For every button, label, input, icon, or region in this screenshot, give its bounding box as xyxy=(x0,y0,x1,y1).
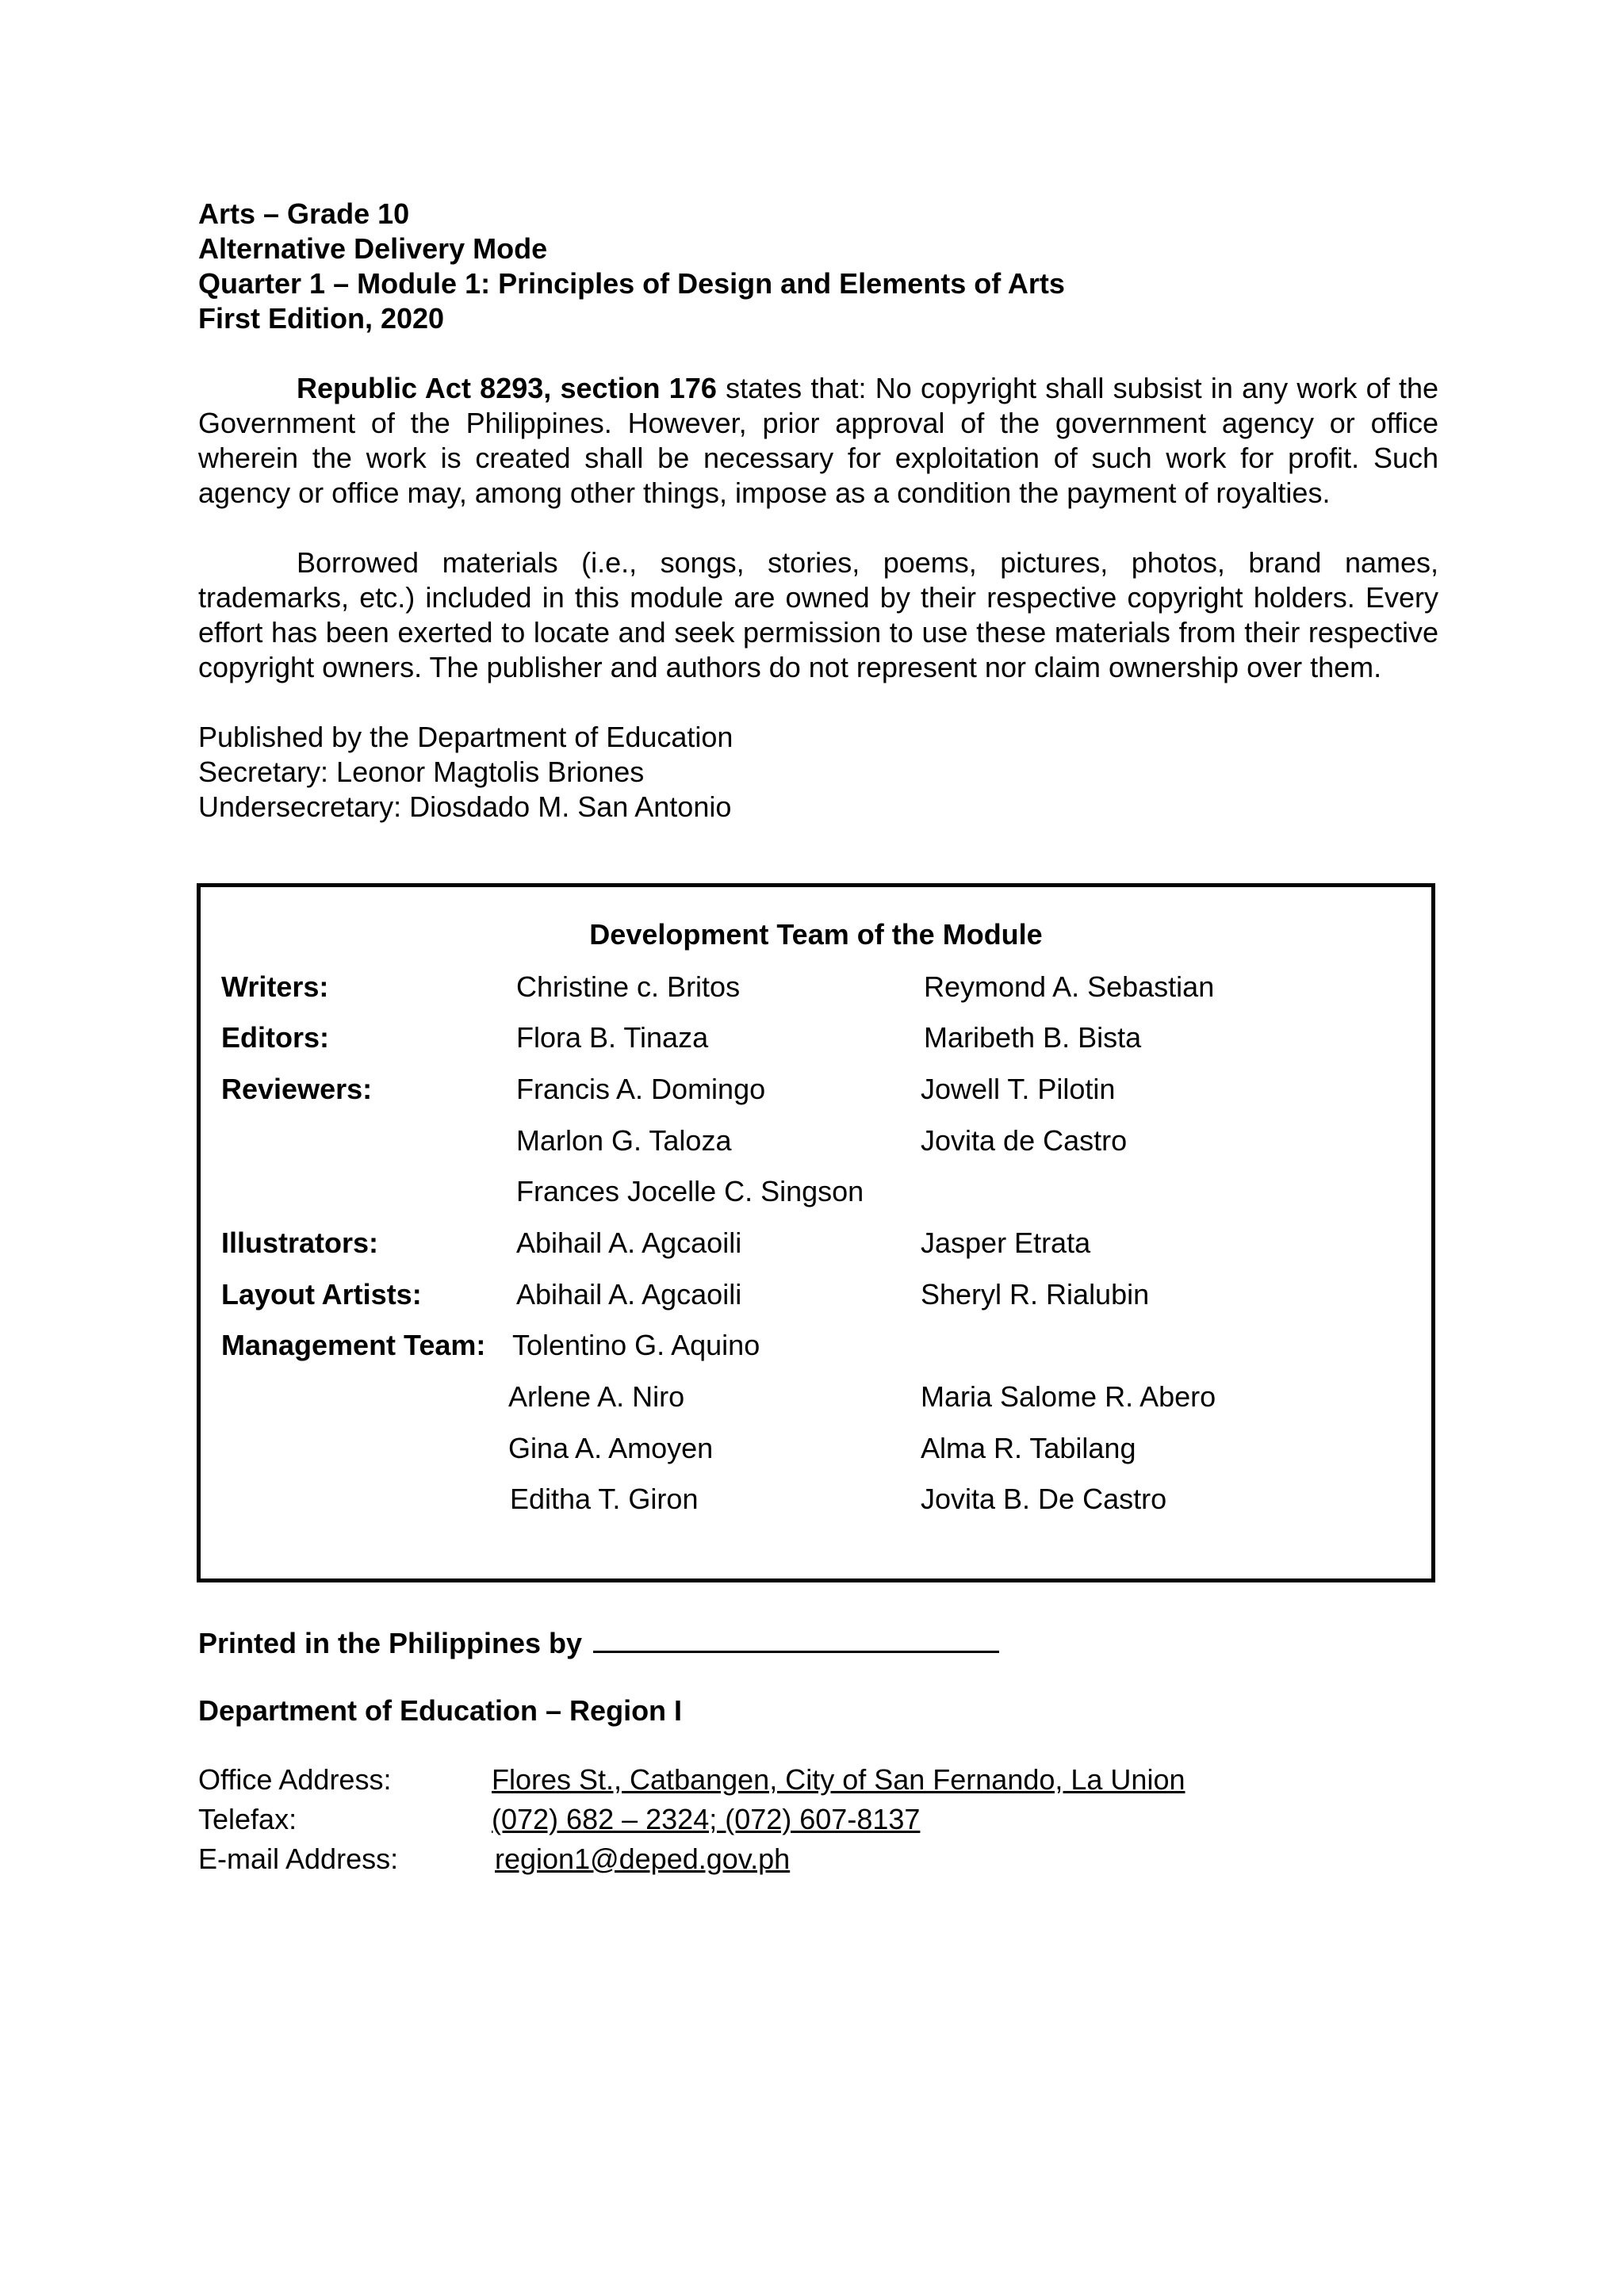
region-heading: Department of Education – Region I xyxy=(198,1694,683,1727)
team-member: Christine c. Britos xyxy=(516,970,741,1003)
team-row-editors xyxy=(201,1020,1431,1055)
team-member: Marlon G. Taloza xyxy=(516,1124,732,1157)
module-title: Quarter 1 – Module 1: Principles of Design and Elements of Arts xyxy=(198,267,1065,300)
team-row-writers xyxy=(201,970,1431,1004)
team-member: Jasper Etrata xyxy=(921,1226,1091,1259)
team-member: Jovita de Castro xyxy=(921,1124,1128,1157)
team-member: Sheryl R. Rialubin xyxy=(921,1278,1150,1311)
team-member: Tolentino G. Aquino xyxy=(512,1329,760,1361)
printed-in-line xyxy=(198,1624,1438,1661)
team-member: Maria Salome R. Abero xyxy=(921,1380,1216,1413)
publisher-block xyxy=(198,720,1438,825)
team-role: Layout Artists: xyxy=(221,1278,422,1311)
team-row-management-3 xyxy=(201,1431,1431,1466)
team-member: Frances Jocelle C. Singson xyxy=(516,1175,864,1207)
team-member: Arlene A. Niro xyxy=(508,1380,685,1413)
email-label: E-mail Address: xyxy=(198,1843,399,1875)
publisher: Published by the Department of Education xyxy=(198,721,733,753)
team-member: Abihail A. Agcaoili xyxy=(516,1226,742,1259)
title-block xyxy=(198,197,1438,336)
team-row-reviewers-3 xyxy=(201,1174,1431,1209)
team-member: Jowell T. Pilotin xyxy=(921,1073,1116,1105)
telefax-label: Telefax: xyxy=(198,1803,297,1835)
team-role: Reviewers: xyxy=(221,1073,373,1105)
team-member: Reymond A. Sebastian xyxy=(924,970,1215,1003)
team-member: Abihail A. Agcaoili xyxy=(516,1278,742,1311)
team-row-layout-artists xyxy=(201,1277,1431,1312)
copyright-paragraph xyxy=(198,371,1438,511)
telefax-value: (072) 682 – 2324; (072) 607-8137 xyxy=(492,1803,921,1835)
delivery-mode: Alternative Delivery Mode xyxy=(198,232,548,265)
office-address-value: Flores St., Catbangen, City of San Fernando, La Union xyxy=(492,1763,1185,1796)
team-member: Flora B. Tinaza xyxy=(516,1021,709,1054)
team-role: Management Team: xyxy=(221,1329,486,1361)
team-member: Gina A. Amoyen xyxy=(508,1432,714,1464)
office-address-row xyxy=(198,1762,1438,1797)
team-member: Maribeth B. Bista xyxy=(924,1021,1142,1054)
team-member: Jovita B. De Castro xyxy=(921,1483,1167,1515)
team-member: Alma R. Tabilang xyxy=(921,1432,1136,1464)
email-row xyxy=(198,1842,1438,1877)
edition: First Edition, 2020 xyxy=(198,302,445,335)
team-row-management-2 xyxy=(201,1380,1431,1414)
printed-label: Printed in the Philippines by xyxy=(198,1627,583,1659)
email-link[interactable]: region1@deped.gov.ph xyxy=(495,1843,791,1875)
telefax-row xyxy=(198,1802,1438,1837)
team-role: Writers: xyxy=(221,970,329,1003)
team-member: Francis A. Domingo xyxy=(516,1073,766,1105)
team-row-management-4 xyxy=(201,1482,1431,1517)
office-address-label: Office Address: xyxy=(198,1763,392,1796)
team-row-reviewers xyxy=(201,1072,1431,1107)
team-role: Illustrators: xyxy=(221,1226,379,1259)
printer-blank xyxy=(593,1624,999,1653)
copyright-page xyxy=(198,197,1438,825)
team-row-illustrators xyxy=(201,1226,1431,1261)
secretary: Secretary: Leonor Magtolis Briones xyxy=(198,756,645,788)
team-member: Editha T. Giron xyxy=(510,1483,699,1515)
team-heading: Development Team of the Module xyxy=(589,918,1043,951)
team-role: Editors: xyxy=(221,1021,330,1054)
borrowed-materials-paragraph: Borrowed materials (i.e., songs, stories, poems, pictures, photos, brand names, trademarks, etc.) included in this module are owned by their respective copyright holders. Every effort has been exerted to locate and seek permission to use these materials from their respective copyright owners. The publisher and authors do not represent nor claim ownership over them. xyxy=(198,546,1438,683)
undersecretary: Undersecretary: Diosdado M. San Antonio xyxy=(198,790,732,823)
copyright-text: states that: No copyright shall subsist in any work of the Government of the Philippines. However, prior approval of the government agency or office wherein the work is created shall be necessary for exploitation of such work for profit. Such agency or office may, among other things, impose as a condition the payment of royalties. xyxy=(198,372,1438,509)
subject-grade: Arts – Grade 10 xyxy=(198,197,410,230)
law-reference: Republic Act 8293, section 176 xyxy=(297,372,717,404)
team-row-reviewers-2 xyxy=(201,1123,1431,1158)
team-row-management xyxy=(201,1328,1431,1363)
development-team-box xyxy=(197,883,1435,1582)
